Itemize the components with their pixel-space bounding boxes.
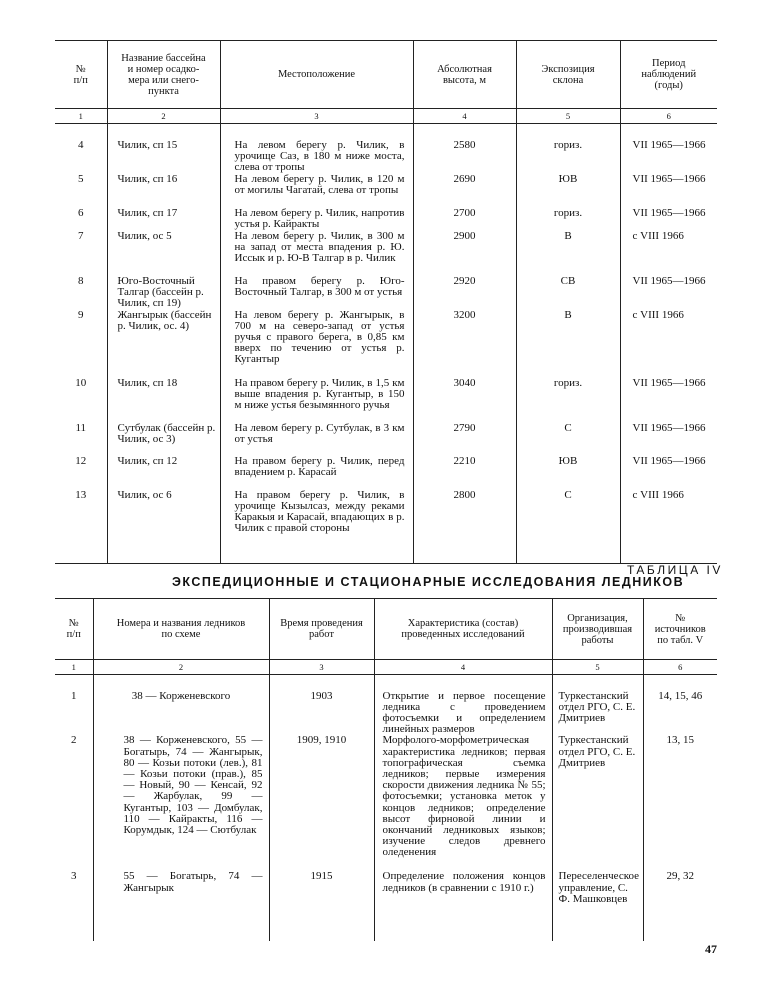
column-number: 4 [374, 660, 552, 675]
station-name: Чилик, сп 15 [107, 140, 220, 174]
table-row [55, 378, 717, 423]
station-location: На левом берегу р. Сутбулак, в 3 км от устья [220, 423, 413, 456]
work-time: 1903 [269, 691, 374, 736]
header-cell: Местоположение [220, 41, 413, 109]
column-number-row [55, 109, 717, 124]
exposure: С [516, 490, 620, 564]
period: VII 1965—1966 [620, 456, 717, 490]
work-time: 1915 [269, 871, 374, 941]
station-name: Чилик, сп 17 [107, 208, 220, 231]
station-name: Чилик, сп 18 [107, 378, 220, 423]
column-number: 5 [552, 660, 643, 675]
organization: Туркестанский отдел РГО, С. Е. Дмитриев [552, 735, 643, 871]
header-cell: Название бассейна и номер осадко- мера или снего- пункта [107, 41, 220, 109]
header-cell: № п/п [55, 599, 93, 660]
exposure: гориз. [516, 208, 620, 231]
header-cell: Абсолютная высота, м [413, 41, 516, 109]
station-location: На левом берегу р. Чилик, в урочище Саз, в 180 м ниже моста, слева от тропы [220, 140, 413, 174]
row-number: 8 [78, 274, 84, 287]
column-number-row [55, 660, 717, 675]
station-location: На левом берегу р. Чилик, в 120 м от могилы Чагатай, слева от тропы [220, 174, 413, 208]
station-name: Чилик, ос 6 [107, 490, 220, 564]
research-description: Открытие и первое посещение ледника с проведением фотосъемки и определением линейных размеров [374, 691, 552, 736]
table-row [55, 174, 717, 208]
exposure: гориз. [516, 378, 620, 423]
period: с VIII 1966 [620, 310, 717, 378]
period: VII 1965—1966 [620, 140, 717, 174]
period: с VIII 1966 [620, 490, 717, 564]
sources: 29, 32 [643, 871, 717, 941]
station-location: На левом берегу р. Чилик, в 300 м на запад от места впадения р. Ю. Иссык и р. Ю-В Талгар в р. Чилик [220, 231, 413, 276]
station-name: Чилик, ос 5 [107, 231, 220, 276]
station-name: Чилик, сп 12 [107, 456, 220, 490]
station-location: На правом берегу р. Чилик, перед впадением р. Карасай [220, 456, 413, 490]
period: VII 1965—1966 [620, 174, 717, 208]
altitude: 2690 [413, 174, 516, 208]
table-header-row [55, 599, 717, 660]
period: VII 1965—1966 [620, 423, 717, 456]
sources: 14, 15, 46 [643, 691, 717, 736]
row-number: 9 [78, 308, 84, 321]
station-name: Жангырык (бассейн р. Чилик, ос. 4) [107, 310, 220, 378]
header-cell: Организация, производившая работы [552, 599, 643, 660]
work-time: 1909, 1910 [269, 735, 374, 871]
row-number: 2 [71, 734, 77, 747]
stations-table [55, 40, 717, 564]
header-cell: Характеристика (состав) проведенных исследований [374, 599, 552, 660]
column-number: 2 [107, 109, 220, 124]
glacier-names: 55 — Богатырь, 74 — Жангырык [93, 871, 269, 941]
station-location: На правом берегу р. Чилик, в 1,5 км выше впадения р. Кугантыр, в 150 м ниже устья безымянного ручья [220, 378, 413, 423]
row-number: 11 [75, 421, 87, 434]
column-number: 1 [55, 660, 93, 675]
station-name: Чилик, сп 16 [107, 174, 220, 208]
table-row [55, 735, 717, 871]
station-location: На правом берегу р. Чилик, в урочище Кызылсаз, между реками Каракыя и Карасай, впадающих в р. Чилик с правой стороны [220, 490, 413, 564]
row-number: 1 [71, 689, 77, 702]
table-row [55, 208, 717, 231]
glacier-research-table [55, 598, 717, 941]
altitude: 2790 [413, 423, 516, 456]
header-cell: Номера и названия ледников по схеме [93, 599, 269, 660]
altitude: 2920 [413, 276, 516, 310]
organization: Туркестанский отдел РГО, С. Е. Дмитриев [552, 691, 643, 736]
glacier-names: 38 — Корженевского, 55 — Богатырь, 74 — Жангырык, 80 — Козьи потоки (лев.), 81 — Козьи потоки (прав.), 85 — Новый, 90 — Кенсай, 92 — Жарбулак, 99 — Кугантыр, 103 — Домбулак, 110 — Кайракты, 116 — Корумдык, 124 — Сютбулак [93, 735, 269, 871]
exposure: В [516, 231, 620, 276]
organization: Переселенческое управление, С. Ф. Машковцев [552, 871, 643, 941]
altitude: 2900 [413, 231, 516, 276]
table-header-row [55, 41, 717, 109]
column-number: 3 [269, 660, 374, 675]
exposure: ЮВ [516, 174, 620, 208]
row-number: 13 [55, 490, 107, 564]
column-number: 3 [220, 109, 413, 124]
exposure: С [516, 423, 620, 456]
table-row [55, 691, 717, 736]
page-number: 47 [705, 942, 717, 956]
period: VII 1965—1966 [620, 378, 717, 423]
row-number: 4 [78, 138, 84, 151]
column-number: 6 [620, 109, 717, 124]
station-location: На правом берегу р. Юго-Восточный Талгар, в 300 м от устья [220, 276, 413, 310]
period: VII 1965—1966 [620, 276, 717, 310]
column-number: 4 [413, 109, 516, 124]
table-title: ЭКСПЕДИЦИОННЫЕ И СТАЦИОНАРНЫЕ ИССЛЕДОВАНИЯ ЛЕДНИКОВ [172, 575, 685, 589]
table-row [55, 276, 717, 310]
table-row [55, 490, 717, 564]
altitude: 3200 [413, 310, 516, 378]
table-row [55, 310, 717, 378]
table-row [55, 456, 717, 490]
period: с VIII 1966 [620, 231, 717, 276]
exposure: ЮВ [516, 456, 620, 490]
altitude: 3040 [413, 378, 516, 423]
table-row [55, 140, 717, 174]
altitude: 2580 [413, 140, 516, 174]
header-cell: № источников по табл. V [643, 599, 717, 660]
column-number: 5 [516, 109, 620, 124]
row-number: 7 [78, 229, 84, 242]
row-number: 5 [78, 172, 84, 185]
altitude: 2800 [413, 490, 516, 564]
column-number: 2 [93, 660, 269, 675]
altitude: 2210 [413, 456, 516, 490]
research-description: Морфолого-морфометрическая характеристика ледников; первая топографическая съемка ледников; первые измерения скорости движения ледника № 55; фотосъемки; установка меток у концов ледников; определение высот фирновой линии и окончаний ледниковых языков; изучение следов древнего оледенения [374, 735, 552, 871]
exposure: гориз. [516, 140, 620, 174]
altitude: 2700 [413, 208, 516, 231]
column-number: 1 [55, 109, 107, 124]
header-cell: Экспозиция склона [516, 41, 620, 109]
station-location: На левом берегу р. Чилик, напротив устья р. Кайракты [220, 208, 413, 231]
table-row [55, 231, 717, 276]
sources: 13, 15 [643, 735, 717, 871]
exposure: В [516, 310, 620, 378]
row-number: 12 [75, 454, 87, 467]
period: VII 1965—1966 [620, 208, 717, 231]
glacier-names: 38 — Корженевского [93, 691, 269, 736]
research-description: Определение положения концов ледников (в сравнении с 1910 г.) [374, 871, 552, 941]
row-number: 10 [75, 376, 87, 389]
header-cell: Время проведения работ [269, 599, 374, 660]
table-row [55, 871, 717, 941]
station-name: Сутбулак (бассейн р. Чилик, ос 3) [107, 423, 220, 456]
exposure: СВ [516, 276, 620, 310]
row-number: 3 [71, 870, 77, 883]
table-row [55, 423, 717, 456]
station-name: Юго-Восточный Талгар (бассейн р. Чилик, сп 19) [107, 276, 220, 310]
column-number: 6 [643, 660, 717, 675]
table-label: ТАБЛИЦА IV [627, 563, 723, 577]
station-location: На левом берегу р. Жангырык, в 700 м на северо-запад от устья ручья с правого берега, в 0,85 км вверх по течению от устья р. Кугантыр [220, 310, 413, 378]
row-number: 6 [78, 206, 84, 219]
header-cell: № п/п [55, 41, 107, 109]
header-cell: Период наблюдений (годы) [620, 41, 717, 109]
